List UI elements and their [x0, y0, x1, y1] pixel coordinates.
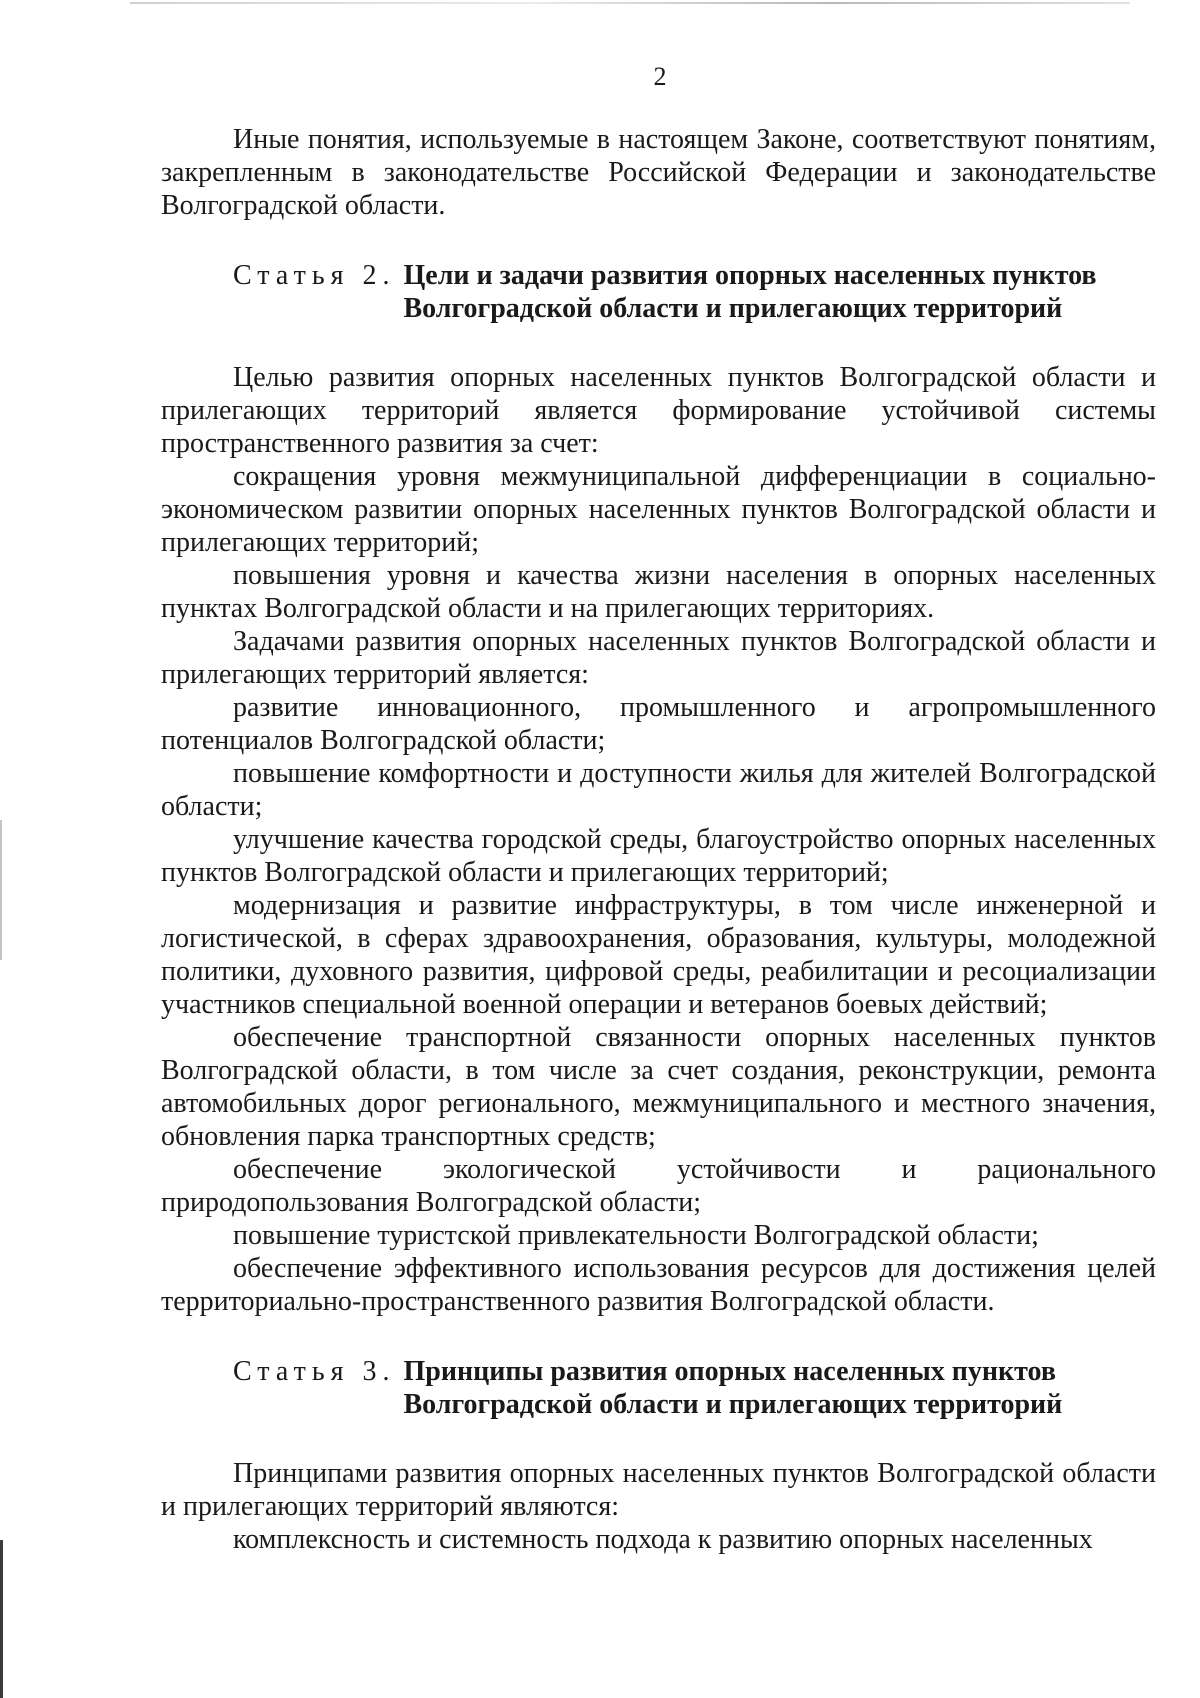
article-3-title — [403, 1355, 1062, 1421]
article-2-paragraph: модернизация и развитие инфраструктуры, в том числе инженерной и логистической, в сферах здравоохранения, образования, культуры, молодежной политики, духовного развития, цифровой среды, реабилитации и ресоциализации участников специальной военной операции и ветеранов боевых действий; — [161, 890, 1156, 1020]
article-3-paragraph: комплексность и системность подхода к развитию опорных населенных — [233, 1524, 1093, 1555]
article-3-body — [161, 1457, 1156, 1556]
article-3-paragraph: Принципами развития опорных населенных пунктов Волгоградской области и прилегающих территорий являются: — [161, 1458, 1156, 1522]
article-2-paragraph: повышение туристской привлекательности Волгоградской области; — [233, 1220, 1039, 1251]
article-2-paragraph: улучшение качества городской среды, благоустройство опорных населенных пунктов Волгоградской области и прилегающих территорий; — [161, 824, 1156, 888]
article-2-paragraph: Целью развития опорных населенных пунктов Волгоградской области и прилегающих территорий является формирование устойчивой системы пространственного развития за счет: — [161, 362, 1156, 459]
article-2-title-line-1: Цели и задачи развития опорных населенных пунктов — [403, 260, 1097, 291]
article-2-paragraph: повышения уровня и качества жизни населения в опорных населенных пунктах Волгоградской области и на прилегающих территориях. — [161, 560, 1156, 624]
document-body — [161, 123, 1156, 1556]
article-2-label: Статья 2. — [233, 260, 396, 291]
article-3-label: Статья 3. — [233, 1356, 396, 1387]
scan-edge-left — [0, 820, 2, 960]
article-2-paragraph: Задачами развития опорных населенных пунктов Волгоградской области и прилегающих территорий является: — [161, 626, 1156, 690]
article-2-paragraph: обеспечение экологической устойчивости и рационального природопользования Волгоградской области; — [161, 1154, 1156, 1218]
article-2-paragraph: развитие инновационного, промышленного и агропромышленного потенциалов Волгоградской области; — [161, 692, 1156, 756]
article-2-paragraph: повышение комфортности и доступности жилья для жителей Волгоградской области; — [161, 758, 1156, 822]
scan-edge-left-lower — [0, 1540, 3, 1698]
article-2-title-line-2: Волгоградской области и прилегающих территорий — [403, 293, 1063, 324]
article-2-paragraph: обеспечение эффективного использования ресурсов для достижения целей территориально-пространственного развития Волгоградской области. — [161, 1253, 1156, 1317]
article-2-paragraph: сокращения уровня межмуниципальной дифференциации в социально-экономическом развитии опорных населенных пунктов Волгоградской области и прилегающих территорий; — [161, 461, 1156, 558]
scan-edge-top — [130, 2, 1130, 4]
article-2-body — [161, 361, 1156, 1318]
article-3-title-line-1: Принципы развития опорных населенных пунктов — [403, 1356, 1056, 1387]
article-2-heading — [233, 259, 1156, 325]
article-2-title — [403, 259, 1096, 325]
article-2-paragraph: обеспечение транспортной связанности опорных населенных пунктов Волгоградской области, в том числе за счет создания, реконструкции, ремонта автомобильных дорог регионального, межмуниципального и местного значения, обновления парка транспортных средств; — [161, 1022, 1156, 1152]
page-number: 2 — [653, 62, 667, 91]
article-3-heading — [233, 1355, 1156, 1421]
intro-paragraph: Иные понятия, используемые в настоящем Законе, соответствуют понятиям, закрепленным в законодательстве Российской Федерации и законодательстве Волгоградской области. — [161, 124, 1156, 221]
article-3-title-line-2: Волгоградской области и прилегающих территорий — [403, 1389, 1063, 1420]
